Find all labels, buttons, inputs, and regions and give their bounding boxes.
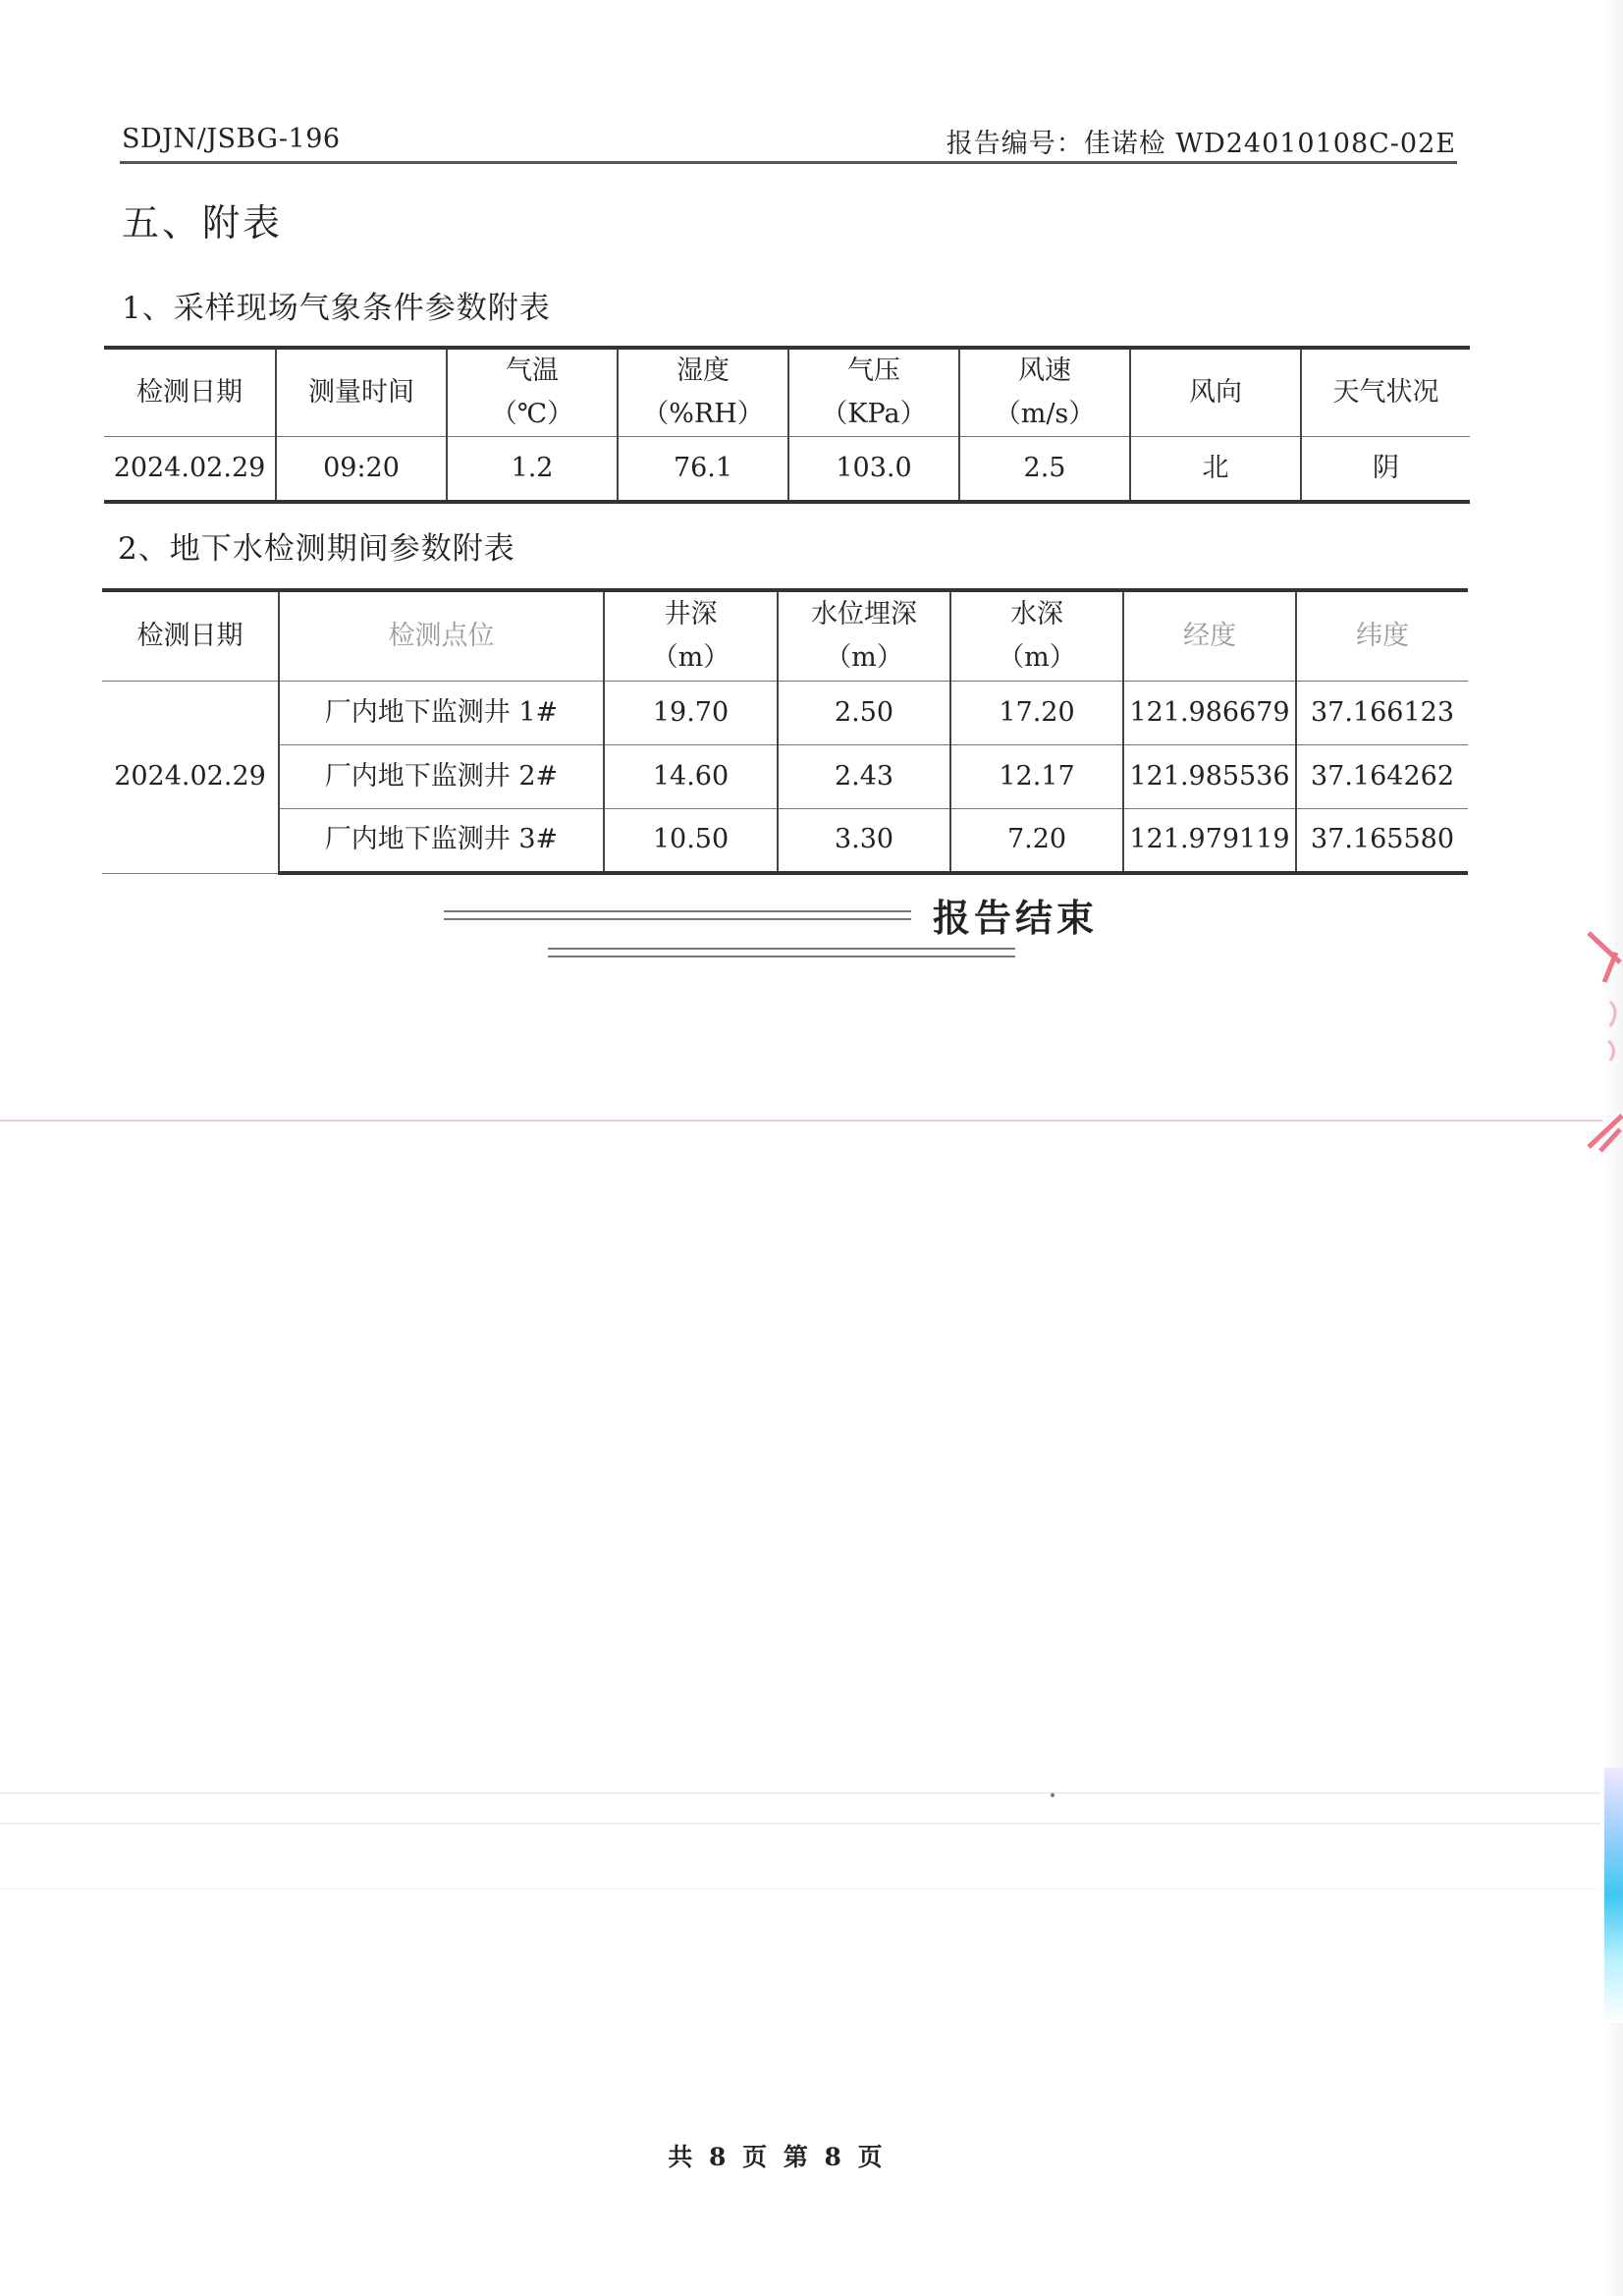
scan-artifact-line (0, 1792, 1600, 1794)
cell-well-depth: 14.60 (604, 744, 778, 808)
cell-water-level: 2.43 (778, 744, 950, 808)
end-double-rule-right (548, 948, 1015, 957)
cell-water-level: 3.30 (778, 808, 950, 873)
end-double-rule-left (444, 910, 911, 920)
cell-water-depth: 7.20 (950, 808, 1123, 873)
seal-stamp-edge-icon (1581, 923, 1623, 1159)
header-cell: 检测日期 (104, 348, 276, 437)
header-cell: 纬度 (1296, 590, 1468, 681)
header-cell: 经度 (1123, 590, 1296, 681)
table-row (102, 744, 1468, 808)
table-row (102, 808, 1468, 873)
cell-water-level: 2.50 (778, 681, 950, 744)
section-title: 五、附表 (122, 201, 284, 245)
cell-wind-speed: 2.5 (959, 437, 1130, 502)
cell-latitude: 37.164262 (1296, 744, 1468, 808)
weather-table (104, 346, 1470, 504)
water-table-title: 2、地下水检测期间参数附表 (118, 531, 515, 567)
cell-water-depth: 17.20 (950, 681, 1123, 744)
scan-artifact-line (0, 1120, 1623, 1121)
header-cell: 水位埋深 （m） (778, 590, 950, 681)
weather-table-title: 1、采样现场气象条件参数附表 (122, 291, 551, 326)
scan-color-artifact (1604, 1768, 1623, 2023)
header-cell: 气压 （KPa） (788, 348, 959, 437)
report-number: 报告编号：佳诺检 WD24010108C-02E (946, 129, 1456, 159)
header-cell: 测量时间 (276, 348, 447, 437)
cell-water-depth: 12.17 (950, 744, 1123, 808)
weather-header-row (104, 348, 1470, 437)
cell-location: 厂内地下监测井 2# (279, 744, 604, 808)
cell-longitude: 121.979119 (1123, 808, 1296, 873)
cell-longitude: 121.985536 (1123, 744, 1296, 808)
water-header-row (102, 590, 1468, 681)
scan-artifact-line (0, 1823, 1600, 1825)
cell-location: 厂内地下监测井 3# (279, 808, 604, 873)
cell-longitude: 121.986679 (1123, 681, 1296, 744)
header-cell: 水深 （m） (950, 590, 1123, 681)
scan-artifact-line (0, 1888, 1600, 1889)
cell-date: 2024.02.29 (104, 437, 276, 502)
report-end-text: 报告结束 (932, 896, 1098, 940)
doc-code: SDJN/JSBG-196 (122, 124, 341, 154)
scan-speck (1051, 1793, 1055, 1797)
header-cell: 检测日期 (102, 590, 279, 681)
cell-temperature: 1.2 (447, 437, 618, 502)
table-row (102, 681, 1468, 744)
header-cell: 气温 （℃） (447, 348, 618, 437)
table-row (104, 437, 1470, 502)
cell-location: 厂内地下监测井 1# (279, 681, 604, 744)
cell-wind-direction: 北 (1130, 437, 1301, 502)
cell-latitude: 37.166123 (1296, 681, 1468, 744)
header-cell: 井深 （m） (604, 590, 778, 681)
cell-latitude: 37.165580 (1296, 808, 1468, 873)
cell-date: 2024.02.29 (102, 681, 279, 873)
cell-well-depth: 10.50 (604, 808, 778, 873)
header-cell: 风速 （m/s） (959, 348, 1130, 437)
page-footer: 共 8 页 第 8 页 (668, 2143, 884, 2171)
cell-well-depth: 19.70 (604, 681, 778, 744)
cell-pressure: 103.0 (788, 437, 959, 502)
header-cell: 风向 (1130, 348, 1301, 437)
groundwater-table (102, 588, 1468, 875)
header-cell: 天气状况 (1301, 348, 1470, 437)
cell-humidity: 76.1 (618, 437, 788, 502)
header-cell: 检测点位 (279, 590, 604, 681)
cell-time: 09:20 (276, 437, 447, 502)
header-rule (120, 161, 1457, 164)
report-end-mark (212, 888, 1351, 960)
header-cell: 湿度 （%RH） (618, 348, 788, 437)
cell-weather: 阴 (1301, 437, 1470, 502)
